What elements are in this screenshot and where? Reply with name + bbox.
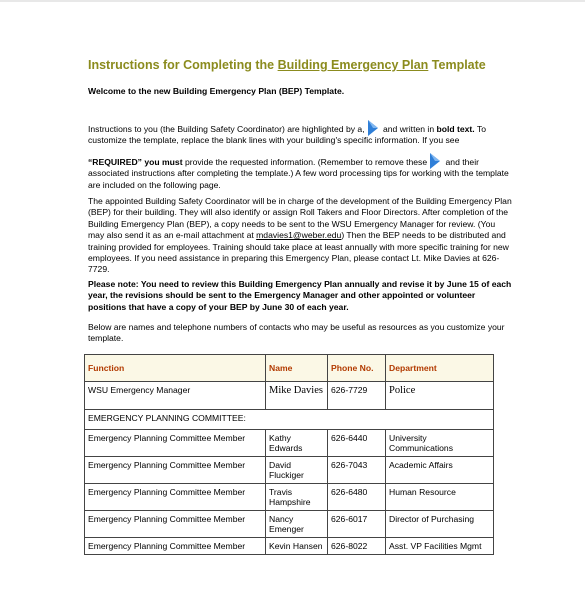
cell-name: Kevin Hansen (266, 538, 328, 555)
title-link-text: Building Emergency Plan (277, 58, 429, 72)
header-phone: Phone No. (328, 355, 386, 382)
instructions-text-b: and written in (380, 124, 437, 134)
cell-function: WSU Emergency Manager (85, 382, 266, 410)
cell-phone: 626-6440 (328, 430, 386, 457)
cell-phone: 626-8022 (328, 538, 386, 555)
cell-department: Police (386, 382, 494, 410)
cell-department: Director of Purchasing (386, 511, 494, 538)
coordinator-paragraph (88, 196, 513, 276)
section-row (85, 410, 494, 430)
contacts-intro: Below are names and telephone numbers of contacts who may be useful as resources as you customize your template. (88, 322, 505, 344)
arrow-marker-icon (367, 119, 379, 137)
instructions-text-a: Instructions to you (the Building Safety Coordinator) are highlighted by a, (88, 124, 365, 134)
cell-department: Asst. VP Facilities Mgmt (386, 538, 494, 555)
cell-function: Emergency Planning Committee Member (85, 484, 266, 511)
table-row (85, 484, 494, 511)
title-prefix: Instructions for Completing the (88, 58, 278, 72)
header-function: Function (85, 355, 266, 382)
required-text-b: and their associated instructions after completing the template.) A few word processing tips for working with the template are included on the following page. (88, 157, 509, 190)
welcome-text: Welcome to the new Building Emergency Plan (BEP) Template. (88, 86, 345, 96)
instructions-paragraph (88, 119, 513, 147)
cell-phone: 626-6480 (328, 484, 386, 511)
cell-phone: 626-7043 (328, 457, 386, 484)
cell-department: Academic Affairs (386, 457, 494, 484)
table-row (85, 538, 494, 555)
table-row (85, 511, 494, 538)
cell-department: University Communications (386, 430, 494, 457)
cell-function: Emergency Planning Committee Member (85, 538, 266, 555)
document-title (88, 58, 486, 72)
cell-name: Travis Hampshire (266, 484, 328, 511)
cell-name: Kathy Edwards (266, 430, 328, 457)
please-note-paragraph: Please note: You need to review this Building Emergency Plan annually and revise it by June 15 of each year, the revisions should be sent to the Emergency Manager and other appointed or volunteer positions that have a copy of your BEP by June 30 of each year. (88, 279, 512, 312)
arrow-marker-icon (429, 152, 441, 170)
required-label: “REQUIRED” (88, 157, 142, 167)
required-paragraph (88, 152, 513, 191)
table-row (85, 430, 494, 457)
contacts-table (84, 354, 494, 555)
coordinator-text-a: The appointed Building Safety Coordinator will be in charge of the development of the Building Emergency Plan (BEP) for their building. They will also identify or assign Roll Takers and Floor Directors. After completion of the Building Emergency Plan (BEP), a copy needs to be sent to the WSU Emergency Manager for review. (You may also send it as an e-mail attachment at (88, 196, 512, 241)
required-must: you must (141, 157, 183, 167)
table-row (85, 457, 494, 484)
cell-function: Emergency Planning Committee Member (85, 457, 266, 484)
cell-function: Emergency Planning Committee Member (85, 430, 266, 457)
section-title: EMERGENCY PLANNING COMMITTEE: (85, 410, 494, 430)
cell-department: Human Resource (386, 484, 494, 511)
required-text-a: provide the requested information. (Remember to remove these (182, 157, 428, 167)
table-row (85, 382, 494, 410)
instructions-bold-text: bold text. (436, 124, 475, 134)
cell-phone: 626-6017 (328, 511, 386, 538)
cell-phone: 626-7729 (328, 382, 386, 410)
cell-name: Mike Davies (266, 382, 328, 410)
email-link[interactable]: mdavies1@weber.edu (256, 230, 342, 241)
cell-name: David Fluckiger (266, 457, 328, 484)
coordinator-text-b: ) Then the BEP needs to be distributed and training provided for employees. Training should take place at least annually with more specific training for new employees. If you need assistance in preparing this Emergency Plan, please contact Lt. Mike Davies at 626-7729. (88, 230, 509, 275)
title-suffix: Template (428, 58, 486, 72)
table-header-row (85, 355, 494, 382)
cell-function: Emergency Planning Committee Member (85, 511, 266, 538)
header-department: Department (386, 355, 494, 382)
instructions-text-c: To customize the template, replace the blank lines with your building's specific information. If you see (88, 124, 486, 146)
cell-name: Nancy Emenger (266, 511, 328, 538)
header-name: Name (266, 355, 328, 382)
